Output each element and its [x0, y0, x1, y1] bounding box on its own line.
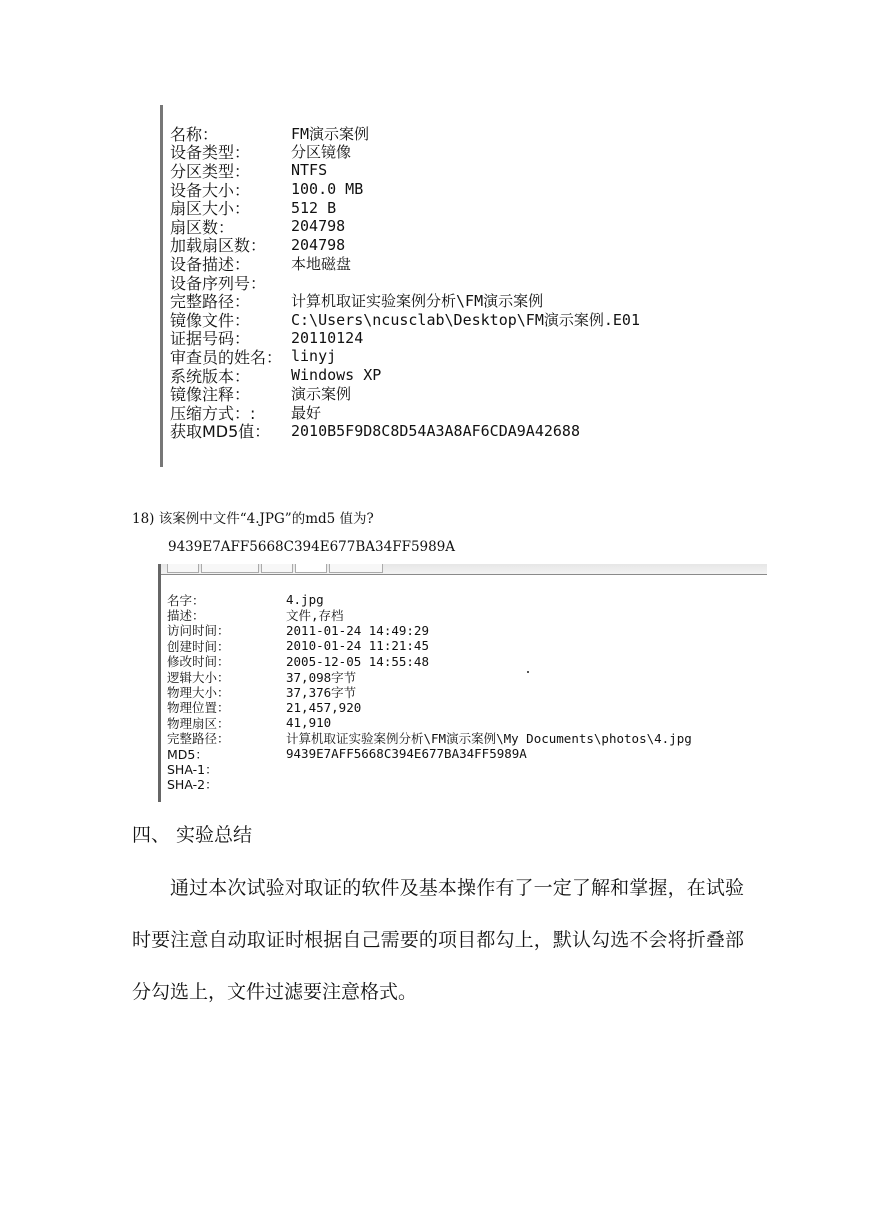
section-heading: 四、 实验总结: [132, 824, 253, 846]
property-row: 名称： FM演示案例: [170, 124, 370, 144]
answer-md5: 9439E7AFF5668C394E677BA34FF5989A: [168, 539, 456, 555]
property-row: 审查员的姓名： linyj: [170, 347, 337, 367]
property-row: 物理扇区： 41,910: [167, 715, 332, 731]
summary-paragraph: 通过本次试验对取证的软件及基本操作有了一定了解和掌握，在试验时要注意自动取证时根据自己需要的项目都勾上，默认勾选不会将折叠部分勾选上，文件过滤要注意格式。: [132, 877, 744, 1003]
property-row: MD5： 9439E7AFF5668C394E677BA34FF5989A: [167, 746, 527, 762]
property-row: SHA-1：: [167, 762, 218, 777]
tab[interactable]: [201, 564, 259, 573]
property-row: 扇区大小： 512 B: [170, 198, 337, 219]
device-properties-screenshot: [160, 105, 640, 467]
question-text: 18) 该案例中文件“4.JPG”的md5 值为?: [132, 511, 374, 527]
property-row: 获取MD5值： 2010B5F9D8C8D54A3A8AF6CDA9A42688: [170, 421, 580, 442]
property-row: 描述： 文件,存档: [167, 608, 344, 624]
tab-active[interactable]: [295, 564, 327, 573]
property-row: 设备描述： 本地磁盘: [170, 254, 352, 274]
property-row: 镜像文件： C:\Users\ncusclab\Desktop\FM演示案例.E01: [170, 310, 640, 330]
property-row: 名字： 4.jpg: [167, 592, 324, 608]
property-row: 物理位置： 21,457,920: [167, 699, 362, 716]
property-row: SHA-2：: [167, 777, 218, 793]
property-row: 创建时间： 2010-01-24 11:21:45: [167, 638, 429, 654]
property-row: 设备类型： 分区镜像: [170, 143, 352, 163]
property-row: 设备序列号：: [170, 273, 267, 293]
stray-dot: [527, 671, 529, 673]
property-row: 扇区数： 204798: [170, 217, 346, 237]
property-row: 镜像注释： 演示案例: [170, 385, 352, 405]
property-row: 加载扇区数： 204798: [170, 235, 346, 256]
property-row: 证据号码： 20110124: [170, 328, 364, 349]
tab[interactable]: [261, 564, 293, 573]
device-properties-list: [170, 124, 640, 440]
property-row: 逻辑大小： 37,098字节: [167, 669, 357, 685]
tab[interactable]: [167, 564, 199, 573]
file-properties-screenshot: [158, 564, 767, 802]
property-row: 完整路径： 计算机取证实验案例分析\FM演示案例: [170, 292, 544, 312]
property-row: 修改时间： 2005-12-05 14:55:48: [167, 653, 429, 670]
property-row: 系统版本： Windows XP: [170, 366, 382, 386]
tab[interactable]: [329, 564, 383, 573]
property-row: 访问时间： 2011-01-24 14:49:29: [167, 622, 429, 639]
property-row: 压缩方式：: 最好: [170, 403, 322, 423]
property-row: 设备大小： 100.0 MB: [170, 180, 364, 200]
property-row: 分区类型： NTFS: [170, 161, 328, 181]
property-row: 完整路径： 计算机取证实验案例分析\FM演示案例\My Documents\photos\4.jpg: [167, 731, 692, 747]
tab-strip: [161, 564, 767, 575]
property-row: 物理大小： 37,376字节: [167, 685, 357, 701]
file-properties-list: [167, 592, 692, 792]
